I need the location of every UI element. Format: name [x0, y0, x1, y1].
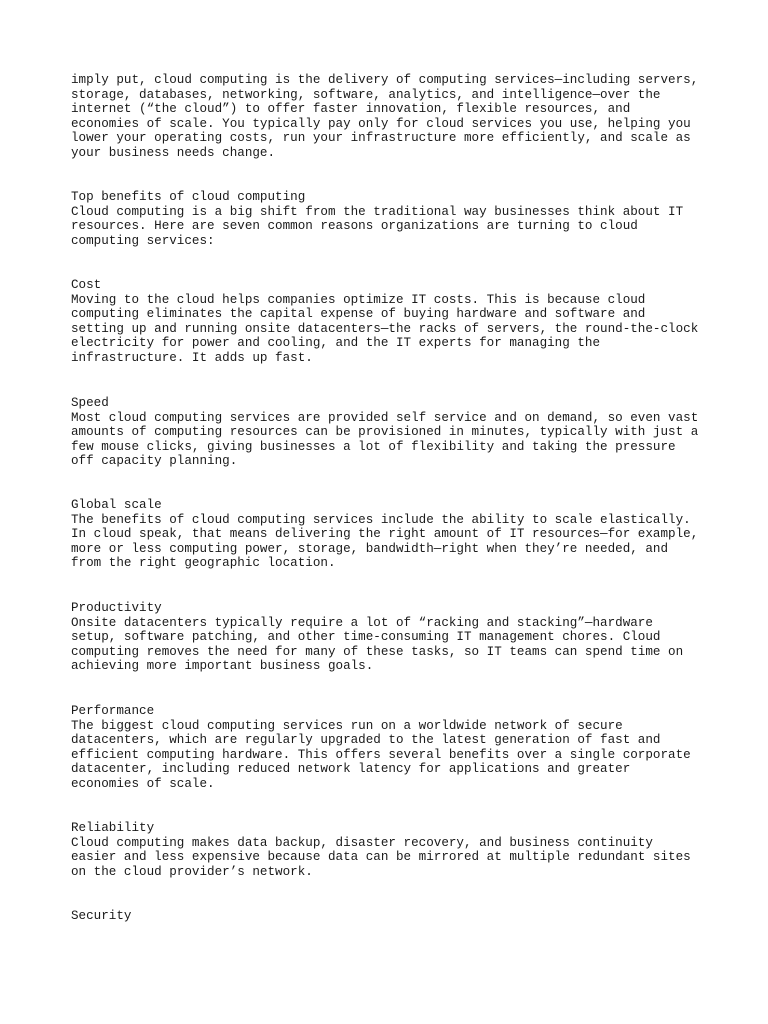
- section-line: Cloud computing makes data backup, disaster recovery, and business continuity: [71, 835, 653, 850]
- section-line: In cloud speak, that means delivering the right amount of IT resources—for example,: [71, 527, 699, 542]
- section-line: economies of scale.: [71, 776, 215, 791]
- section-line: Onsite datacenters typically require a lot of “racking and stacking”—hardware: [71, 615, 653, 630]
- section-line: computing services:: [71, 233, 215, 248]
- intro-line: lower your operating costs, run your infrastructure more efficiently, and scale as: [71, 131, 691, 146]
- section-line: setup, software patching, and other time-consuming IT management chores. Cloud: [71, 630, 661, 645]
- intro-line: internet (“the cloud”) to offer faster innovation, flexible resources, and: [71, 102, 631, 117]
- section-line: few mouse clicks, giving businesses a lot of flexibility and taking the pressure: [71, 439, 676, 454]
- section-line: datacenter, including reduced network latency for applications and greater: [71, 762, 631, 777]
- section-global-scale: [71, 498, 721, 571]
- section-cost: [71, 278, 721, 366]
- section-line: Moving to the cloud helps companies optimize IT costs. This is because cloud: [71, 292, 646, 307]
- section-line: more or less computing power, storage, bandwidth—right when they’re needed, and: [71, 541, 669, 556]
- section-line: Most cloud computing services are provided self service and on demand, so even vast: [71, 410, 699, 425]
- section-line: efficient computing hardware. This offers several benefits over a single corporate: [71, 747, 691, 762]
- section-line: Cloud computing is a big shift from the traditional way businesses think about IT: [71, 204, 684, 219]
- section-heading: Top benefits of cloud computing: [71, 190, 306, 204]
- intro-line: imply put, cloud computing is the delivery of computing services—including servers,: [71, 73, 699, 87]
- section-top-benefits: [71, 190, 721, 248]
- section-line: amounts of computing resources can be provisioned in minutes, typically with just a: [71, 425, 699, 440]
- section-line: easier and less expensive because data can be mirrored at multiple redundant sites: [71, 850, 691, 865]
- section-heading: Security: [71, 909, 132, 923]
- section-line: achieving more important business goals.: [71, 659, 374, 674]
- section-line: computing eliminates the capital expense of buying hardware and software and: [71, 307, 646, 322]
- section-heading: Cost: [71, 278, 102, 292]
- section-heading: Speed: [71, 396, 109, 410]
- section-line: infrastructure. It adds up fast.: [71, 350, 313, 365]
- section-heading: Performance: [71, 704, 155, 718]
- section-line: off capacity planning.: [71, 454, 238, 469]
- intro-line: your business needs change.: [71, 145, 276, 160]
- section-line: on the cloud provider’s network.: [71, 864, 313, 879]
- intro-line: storage, databases, networking, software, analytics, and intelligence—over the: [71, 87, 661, 102]
- section-reliability: [71, 821, 721, 879]
- section-line: datacenters, which are regularly upgraded to the latest generation of fast and: [71, 733, 661, 748]
- section-security: [71, 909, 721, 924]
- section-heading: Reliability: [71, 821, 155, 835]
- section-productivity: [71, 601, 721, 674]
- section-line: electricity for power and cooling, and the IT experts for managing the: [71, 336, 601, 351]
- section-speed: [71, 396, 721, 469]
- section-heading: Productivity: [71, 601, 162, 615]
- section-performance: [71, 704, 721, 792]
- section-line: from the right geographic location.: [71, 556, 336, 571]
- section-line: The biggest cloud computing services run on a worldwide network of secure: [71, 718, 623, 733]
- section-line: setting up and running onsite datacenters—the racks of servers, the round-the-clock: [71, 321, 699, 336]
- section-line: resources. Here are seven common reasons organizations are turning to cloud: [71, 219, 638, 234]
- section-line: computing removes the need for many of these tasks, so IT teams can spend time on: [71, 644, 684, 659]
- intro-paragraph: [71, 73, 721, 161]
- section-line: The benefits of cloud computing services include the ability to scale elastically.: [71, 512, 691, 527]
- intro-line: economies of scale. You typically pay only for cloud services you use, helping you: [71, 116, 691, 131]
- section-heading: Global scale: [71, 498, 162, 512]
